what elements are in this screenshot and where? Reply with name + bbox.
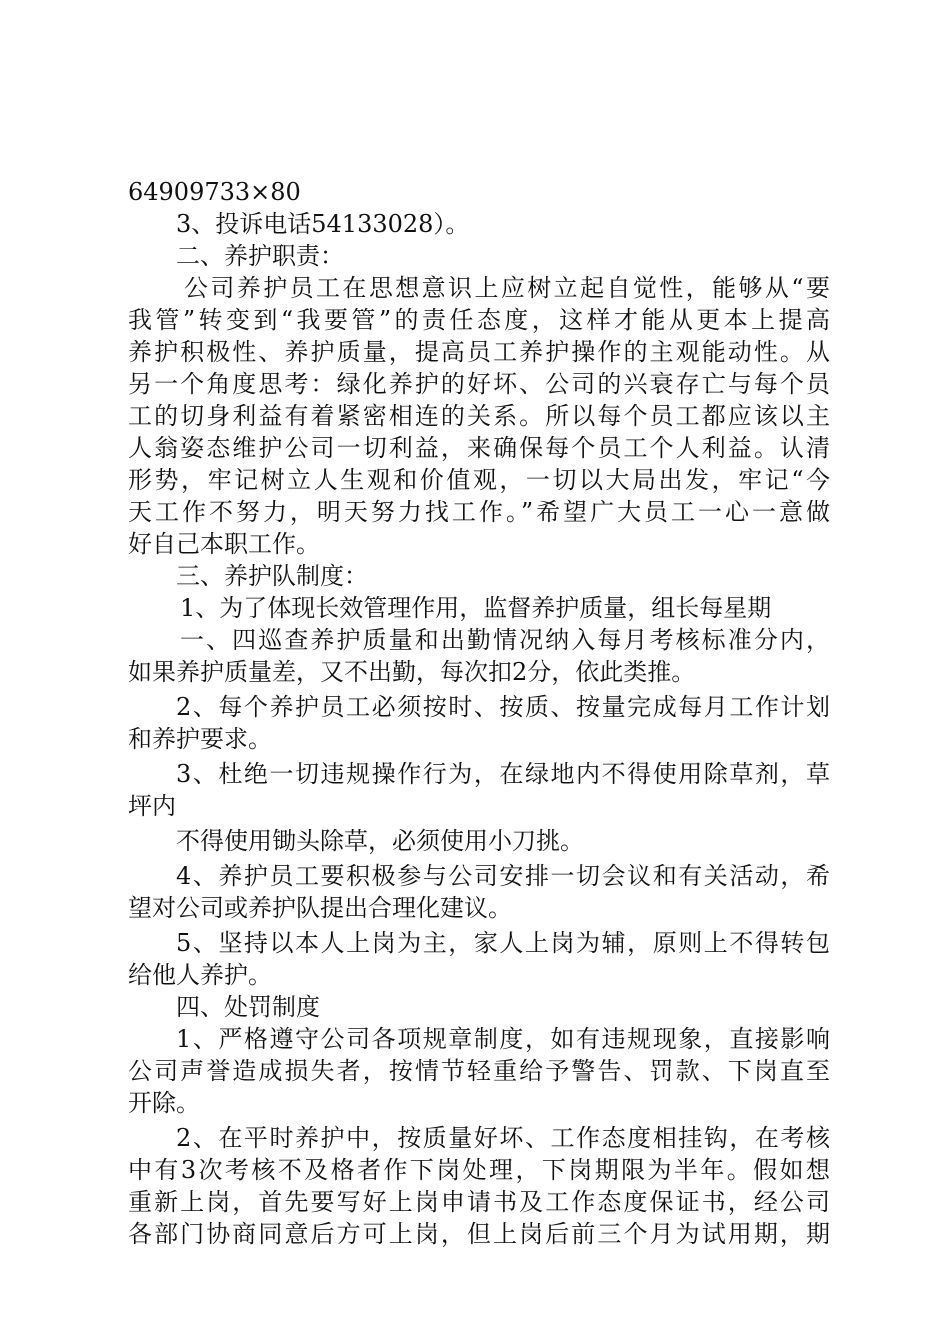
text-line: 形势，牢记树立人生观和价值观，一切以大局出发，牢记“今 <box>128 466 830 494</box>
text-line: 我管”转变到“我要管”的责任态度，这样才能从更本上提高 <box>128 306 830 334</box>
text-line: 2、在平时养护中，按质量好坏、工作态度相挂钩，在考核 <box>176 1124 830 1152</box>
text-line: 人翁姿态维护公司一切利益，来确保每个员工个人利益。认清 <box>128 434 830 462</box>
text-line: 和养护要求。 <box>128 725 272 753</box>
text-line: 好自己本职工作。 <box>128 530 320 558</box>
text-line: 中有3次考核不及格者作下岗处理，下岗期限为半年。假如想 <box>128 1156 830 1184</box>
text-line: 1、严格遵守公司各项规章制度，如有违规现象，直接影响 <box>176 1025 830 1053</box>
text-line: 给他人养护。 <box>128 961 272 989</box>
section-heading: 三、养护队制度： <box>176 562 368 590</box>
text-line: 重新上岗，首先要写好上岗申请书及工作态度保证书，经公司 <box>128 1188 830 1216</box>
text-line: 各部门协商同意后方可上岗，但上岗后前三个月为试用期，期 <box>128 1220 830 1248</box>
text-line: 4、养护员工要积极参与公司安排一切会议和有关活动，希 <box>176 862 830 890</box>
text-line: 不得使用锄头除草，必须使用小刀挑。 <box>176 827 584 855</box>
text-line: 开除。 <box>128 1089 200 1117</box>
text-line: 3、杜绝一切违规操作行为，在绿地内不得使用除草剂，草 <box>176 760 830 788</box>
text-line: 坪内 <box>128 792 176 820</box>
text-line: 天工作不努力，明天努力找工作。”希望广大员工一心一意做 <box>128 498 830 526</box>
text-line: 1、为了体现长效管理作用，监督养护质量，组长每星期 <box>180 594 772 622</box>
text-line: 5、坚持以本人上岗为主，家人上岗为辅，原则上不得转包 <box>176 929 830 957</box>
text-line: 64909733×80 <box>128 178 301 206</box>
document-body <box>128 176 830 1250</box>
section-heading: 二、养护职责： <box>176 242 344 270</box>
text-line: 3、投诉电话54133028）。 <box>176 210 470 238</box>
text-line: 一、四巡查养护质量和出勤情况纳入每月考核标准分内， <box>180 626 830 654</box>
text-line: 公司养护员工在思想意识上应树立起自觉性，能够从“要 <box>184 274 830 302</box>
text-line: 另一个角度思考：绿化养护的好坏、公司的兴衰存亡与每个员 <box>128 370 830 398</box>
section-heading: 四、处罚制度 <box>176 993 320 1021</box>
text-line: 工的切身利益有着紧密相连的关系。所以每个员工都应该以主 <box>128 402 830 430</box>
text-line: 养护积极性、养护质量，提高员工养护操作的主观能动性。从 <box>128 338 830 366</box>
text-line: 如果养护质量差，又不出勤，每次扣2分，依此类推。 <box>128 658 696 686</box>
text-line: 2、每个养护员工必须按时、按质、按量完成每月工作计划 <box>176 693 830 721</box>
text-line: 公司声誉造成损失者，按情节轻重给予警告、罚款、下岗直至 <box>128 1057 830 1085</box>
text-line: 望对公司或养护队提出合理化建议。 <box>128 894 512 922</box>
